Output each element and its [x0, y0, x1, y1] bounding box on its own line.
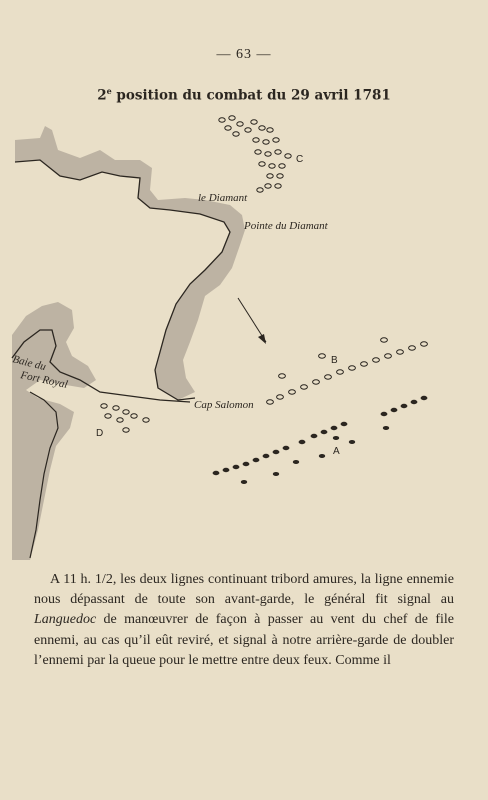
- fleet-d: [101, 404, 149, 432]
- fleet-c: [219, 116, 291, 192]
- paragraph: [34, 570, 454, 671]
- body-text: [34, 570, 454, 671]
- fleet-letter-b: B: [331, 355, 338, 366]
- figure-title-text: position du combat du 29 avril 1781: [111, 87, 391, 104]
- label-cap-salomon: Cap Salomon: [194, 399, 254, 411]
- paragraph-text-start: A 11 h. 1/2, les deux lignes continuant tribord amures, la ligne ennemie nous dépassant de toute son avant-garde, le général fit signal au: [34, 572, 454, 608]
- fleet-b: [267, 338, 428, 404]
- label-pointe-du-diamant: Pointe du Diamant: [244, 220, 328, 232]
- figure-title-ordinal: e: [106, 86, 112, 96]
- page-number: — 63 —: [216, 47, 272, 62]
- figure-title-number: 2: [97, 87, 107, 104]
- paragraph-text-end: de manœuvrer de façon à passer au vent du chef de file ennemi, au cas qu’il eût reviré, et signal à notre arrière-garde de doubler l’ennemi par la queue pour le mettre entre deux feux. Comme il: [34, 612, 454, 668]
- battle-map: [0, 100, 488, 570]
- land-fort-royal: [12, 302, 96, 560]
- label-baie-du: Baie du: [11, 353, 48, 374]
- fleet-letter-c: C: [296, 154, 304, 165]
- label-le-diamant: le Diamant: [198, 192, 248, 204]
- ship-name-languedoc: Languedoc: [34, 612, 97, 628]
- fleet-letter-d: D: [96, 428, 104, 439]
- fleet-letter-a: A: [333, 446, 340, 457]
- direction-arrowhead: [258, 334, 266, 344]
- label-fort-royal: Fort Royal: [19, 369, 69, 391]
